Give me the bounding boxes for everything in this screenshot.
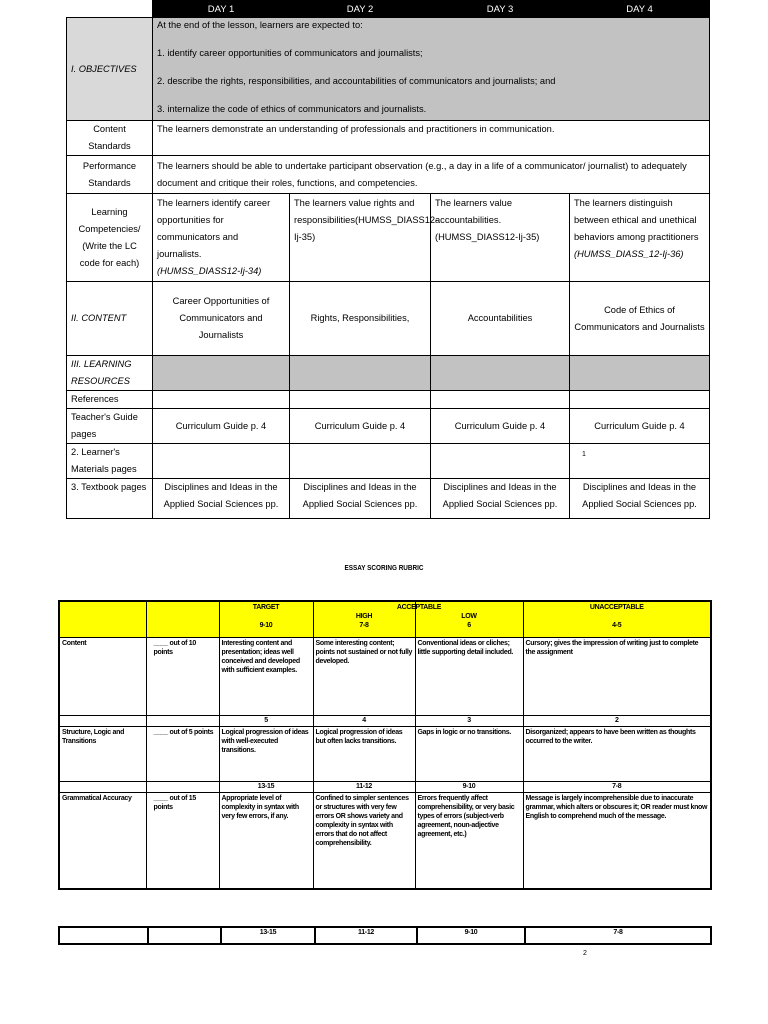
content-target-score: 9-10 xyxy=(259,622,273,629)
learners-materials-label: 2. Learner's Materials pages xyxy=(67,444,153,479)
rubric-header-target xyxy=(219,601,313,637)
performance-standards-label: Performance Standards xyxy=(67,156,153,194)
competency-code: (HUMSS_DIASS_12-Ij-36) xyxy=(574,249,684,259)
structure-high-score: 4 xyxy=(313,715,415,726)
performance-standards-text: The learners should be able to undertake participant observation (e.g., a day in a life of a communicator/ journalist) to adequately document and critique their roles, functions, and competencies. xyxy=(153,156,710,194)
learners-materials-day-2 xyxy=(290,444,431,479)
content-day-3: Accountabilities xyxy=(431,282,570,356)
content-standards-label: Content Standards xyxy=(67,121,153,156)
references-day-3 xyxy=(431,391,570,409)
structure-out-of: ____ out of 5 points xyxy=(146,726,219,781)
competencies-label xyxy=(67,194,153,282)
grammar-criterion: Grammatical Accuracy xyxy=(59,792,146,889)
references-label: References xyxy=(67,391,153,409)
competency-text: The learners value accountabilities. (HUMSS_DIASS12-Ij-35) xyxy=(435,198,540,242)
daily-lesson-log-table xyxy=(66,0,710,519)
structure-high-desc: Logical progression of ideas but often lacks transitions. xyxy=(313,726,415,781)
structure-target-desc: Logical progression of ideas with well-executed transitions. xyxy=(219,726,313,781)
content-unacceptable-score: 4-5 xyxy=(612,622,622,629)
objective-2: 2. describe the rights, responsibilities, and accountabilities of communicators and journalists; and xyxy=(157,76,556,86)
competency-text: The learners identify career opportunities for communicators and journalists. xyxy=(157,198,271,259)
structure-unacceptable-desc: Disorganized; appears to have been written as thoughts occurred to the writer. xyxy=(523,726,711,781)
essay-scoring-rubric xyxy=(58,600,712,890)
structure-score-blank-2 xyxy=(146,715,219,726)
rubric-header-blank-2 xyxy=(146,601,219,637)
textbook-day-3: Disciplines and Ideas in the Applied Social Sciences pp. xyxy=(431,479,570,519)
grammar-low-desc: Errors frequently affect comprehensibility, or very basic types of errors (subject-verb agreement, noun-adjective agreement, etc.) xyxy=(415,792,523,889)
rubric-title: ESSAY SCORING RUBRIC xyxy=(344,563,424,572)
continuation-unacceptable-score: 7-8 xyxy=(525,927,711,944)
references-day-4 xyxy=(570,391,710,409)
rubric-continuation-row xyxy=(58,926,712,945)
competency-day-2 xyxy=(290,194,439,282)
rubric-header-blank-1 xyxy=(59,601,146,637)
grammar-score-blank-1 xyxy=(59,781,146,792)
competency-text: The learners distinguish between ethical and unethical behaviors among practitioners xyxy=(574,198,699,242)
continuation-target-score: 13-15 xyxy=(221,927,315,944)
references-day-2 xyxy=(290,391,431,409)
structure-low-desc: Gaps in logic or no transitions. xyxy=(415,726,523,781)
day-4-header: DAY 4 xyxy=(570,1,710,18)
rubric-header-unacceptable xyxy=(523,601,711,637)
textbook-day-1: Disciplines and Ideas in the Applied Social Sciences pp. xyxy=(153,479,290,519)
learning-resources-day-4 xyxy=(570,356,710,391)
continuation-blank-1 xyxy=(59,927,148,944)
learning-resources-label: III. LEARNING RESOURCES xyxy=(67,356,153,391)
structure-criterion: Structure, Logic and Transitions xyxy=(59,726,146,781)
content-standards-text: The learners demonstrate an understanding of professionals and practitioners in communication. xyxy=(153,121,710,156)
objectives-label: I. OBJECTIVES xyxy=(67,18,153,121)
structure-target-score: 5 xyxy=(219,715,313,726)
grammar-unacceptable-score: 7-8 xyxy=(523,781,711,792)
page-number-2: 2 xyxy=(583,950,587,957)
content-unacceptable-desc: Cursory; gives the impression of writing just to complete the assignment xyxy=(523,637,711,715)
objectives-intro: At the end of the lesson, learners are expected to: xyxy=(157,20,363,30)
page-number-1: 1 xyxy=(582,451,586,458)
content-label: II. CONTENT xyxy=(67,282,153,356)
low-label: LOW xyxy=(461,613,477,620)
continuation-high-score: 11-12 xyxy=(315,927,417,944)
acceptable-label: ACCEPTABLE xyxy=(396,604,442,611)
rubric-header-high xyxy=(313,601,442,637)
content-high-desc: Some interesting content; points not sustained or not fully developed. xyxy=(313,637,415,715)
textbook-day-2: Disciplines and Ideas in the Applied Social Sciences pp. xyxy=(290,479,431,519)
grammar-target-score: 13-15 xyxy=(219,781,313,792)
learners-materials-day-3 xyxy=(431,444,570,479)
structure-score-blank-1 xyxy=(59,715,146,726)
content-target-desc: Interesting content and presentation; ideas well conceived and developed with sufficient examples. xyxy=(219,637,313,715)
day-1-header: DAY 1 xyxy=(153,1,290,18)
competency-day-1 xyxy=(153,194,290,282)
grammar-low-score: 9-10 xyxy=(415,781,523,792)
content-low-score: 6 xyxy=(467,622,471,629)
day-3-header: DAY 3 xyxy=(431,1,570,18)
day-2-header: DAY 2 xyxy=(290,1,431,18)
competency-text: The learners value rights and responsibilities(HUMSS_DIASS12-Ij-35) xyxy=(294,198,439,242)
learning-resources-day-3 xyxy=(431,356,570,391)
grammar-score-blank-2 xyxy=(146,781,219,792)
objective-1: 1. identify career opportunities of communicators and journalists; xyxy=(157,48,423,58)
header-blank xyxy=(67,1,153,18)
target-label: TARGET xyxy=(252,604,280,611)
competencies-label-main: Learning Competencies/ xyxy=(78,206,141,234)
continuation-blank-2 xyxy=(148,927,221,944)
content-day-4: Code of Ethics of Communicators and Journalists xyxy=(570,282,710,356)
teachers-guide-label: Teacher's Guide pages xyxy=(67,409,153,444)
learning-resources-day-1 xyxy=(153,356,290,391)
unacceptable-label: UNACCEPTABLE xyxy=(589,604,644,611)
teachers-guide-day-2: Curriculum Guide p. 4 xyxy=(290,409,431,444)
structure-low-score: 3 xyxy=(415,715,523,726)
structure-unacceptable-score: 2 xyxy=(523,715,711,726)
objective-3: 3. internalize the code of ethics of communicators and journalists. xyxy=(157,104,427,114)
content-criterion: Content xyxy=(59,637,146,715)
dll-page xyxy=(0,0,768,509)
learning-resources-day-2 xyxy=(290,356,431,391)
references-day-1 xyxy=(153,391,290,409)
learners-materials-day-4 xyxy=(570,444,710,479)
grammar-high-desc: Confined to simpler sentences or structures with very few errors OR shows variety and complexity in syntax with errors that do not affect comprehensibility. xyxy=(313,792,415,889)
content-low-desc: Conventional ideas or cliches; little supporting detail included. xyxy=(415,637,523,715)
competencies-label-note: (Write the LC code for each) xyxy=(79,240,140,268)
competency-day-4 xyxy=(570,194,710,282)
textbook-day-4: Disciplines and Ideas in the Applied Social Sciences pp. xyxy=(570,479,710,519)
continuation-low-score: 9-10 xyxy=(417,927,525,944)
content-out-of: ____ out of 10 points xyxy=(146,637,219,715)
competency-code: (HUMSS_DIASS12-Ij-34) xyxy=(157,266,262,276)
teachers-guide-day-4: Curriculum Guide p. 4 xyxy=(570,409,710,444)
content-day-1: Career Opportunities of Communicators and Journalists xyxy=(153,282,290,356)
learners-materials-day-1 xyxy=(153,444,290,479)
high-label: HIGH xyxy=(355,613,373,620)
grammar-target-desc: Appropriate level of complexity in syntax with very few errors, if any. xyxy=(219,792,313,889)
grammar-high-score: 11-12 xyxy=(313,781,415,792)
teachers-guide-day-1: Curriculum Guide p. 4 xyxy=(153,409,290,444)
teachers-guide-day-3: Curriculum Guide p. 4 xyxy=(431,409,570,444)
content-high-score: 7-8 xyxy=(359,622,369,629)
competency-day-3 xyxy=(431,194,570,282)
grammar-unacceptable-desc: Message is largely incomprehensible due to inaccurate grammar, which alters or obscures it; OR reader must know English to comprehend much of the message. xyxy=(523,792,711,889)
objectives-cell xyxy=(153,18,710,121)
grammar-out-of: ____ out of 15 points xyxy=(146,792,219,889)
content-day-2: Rights, Responsibilities, xyxy=(290,282,431,356)
textbook-label: 3. Textbook pages xyxy=(67,479,153,519)
